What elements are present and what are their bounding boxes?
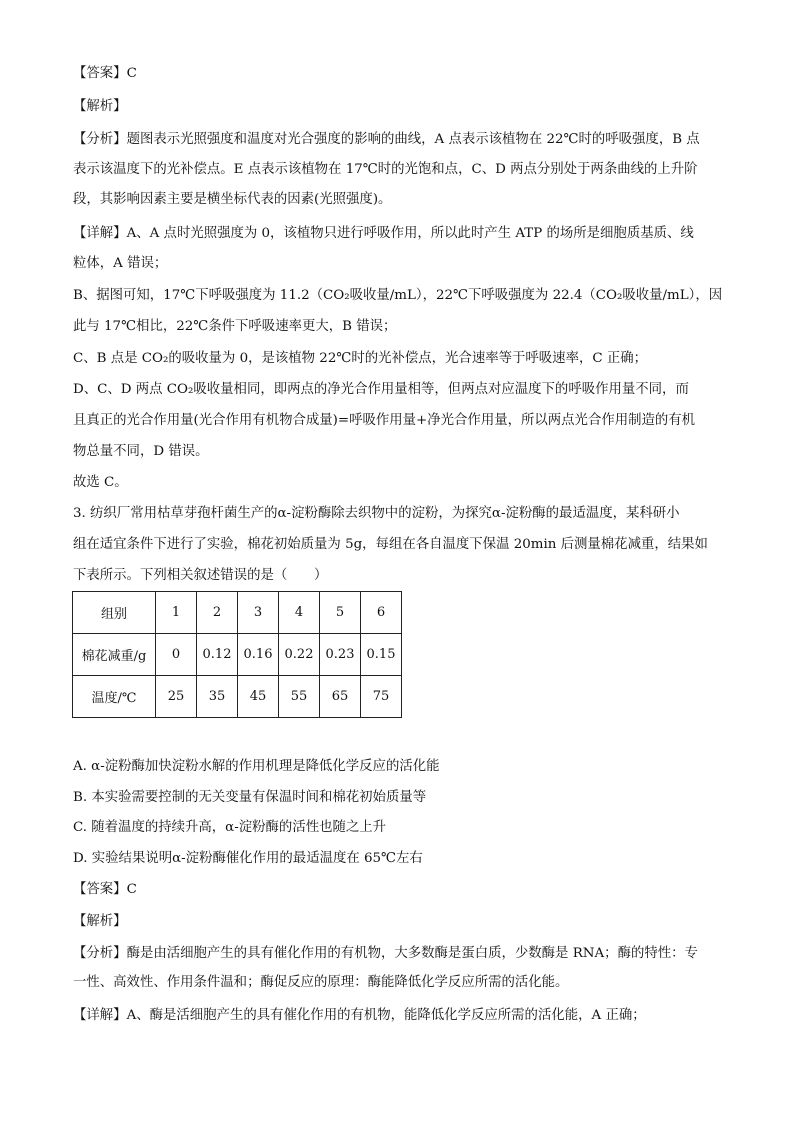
paragraph-line: 【详解】A、酶是活细胞产生的具有催化作用的有机物，能降低化学反应所需的活化能，A 正确； <box>73 1008 646 1023</box>
conclusion-line: 故选 C。 <box>73 475 128 490</box>
table-cell: 3 <box>238 592 279 634</box>
table-cell: 1 <box>156 592 197 634</box>
section-tag: 【详解】 <box>73 226 127 241</box>
question-stem: 下表所示。下列相关叙述错误的是（ ） <box>73 568 328 583</box>
paragraph-line: 一性、高效性、作用条件温和；酶促反应的原理：酶能降低化学反应所需的活化能。 <box>73 975 569 990</box>
table-cell: 25 <box>156 676 197 718</box>
answer-value: C <box>126 66 137 81</box>
table-cell: 45 <box>238 676 279 718</box>
option-b: B. 本实验需要控制的无关变量有保温时间和棉花初始质量等 <box>73 790 427 805</box>
section-tag: 【详解】 <box>73 1008 127 1023</box>
paragraph-line: 此与 17℃相比，22℃条件下呼吸速率更大，B 错误； <box>73 319 397 334</box>
section-tag: 【分析】 <box>73 132 127 147</box>
paragraph-line: 【分析】酶是由活细胞产生的具有催化作用的有机物，大多数酶是蛋白质，少数酶是 RNA；酶的特性：专 <box>73 946 698 961</box>
table-cell: 4 <box>279 592 320 634</box>
table-row <box>73 676 402 718</box>
option-d: D. 实验结果说明α-淀粉酶催化作用的最适温度在 65℃左右 <box>73 851 423 866</box>
table-row <box>73 592 402 634</box>
table-cell: 6 <box>361 592 402 634</box>
question-stem: 组在适宜条件下进行了实验，棉花初始质量为 5g，每组在各自温度下保温 20min 后测量棉花减重，结果如 <box>73 537 708 552</box>
table-cell: 0.16 <box>238 634 279 676</box>
paragraph-line: 物总量不同，D 错误。 <box>73 444 209 459</box>
table-cell: 0 <box>156 634 197 676</box>
table-cell: 0.12 <box>197 634 238 676</box>
answer-tag: 【答案】 <box>73 66 127 81</box>
answer-value: C <box>126 882 137 897</box>
table-cell: 5 <box>320 592 361 634</box>
paragraph-line: 粒体，A 错误； <box>73 256 168 271</box>
table-cell: 0.23 <box>320 634 361 676</box>
table-cell: 55 <box>279 676 320 718</box>
paragraph-line: B、据图可知，17℃下呼吸强度为 11.2（CO₂吸收量/mL），22℃下呼吸强度为 22.4（CO₂吸收量/mL），因 <box>73 288 723 303</box>
option-a: A. α-淀粉酶加快淀粉水解的作用机理是降低化学反应的活化能 <box>73 759 440 774</box>
row-header: 组别 <box>73 592 156 634</box>
table-cell: 2 <box>197 592 238 634</box>
table-row <box>73 634 402 676</box>
paragraph-line: 且真正的光合作用量(光合作用有机物合成量)=呼吸作用量+净光合作用量，所以两点光合作用制造的有机 <box>73 413 696 428</box>
answer-line <box>73 64 137 84</box>
results-table <box>72 591 402 718</box>
paragraph-line: 【详解】A、A 点时光照强度为 0，该植物只进行呼吸作用，所以此时产生 ATP 的场所是细胞质基质、线 <box>73 226 694 241</box>
paragraph-line: 表示该温度下的光补偿点。E 点表示该植物在 17℃时的光饱和点，C、D 两点分别处于两条曲线的上升阶 <box>73 162 698 177</box>
answer-tag: 【答案】 <box>73 882 127 897</box>
table-cell: 65 <box>320 676 361 718</box>
table-cell: 0.22 <box>279 634 320 676</box>
table-cell: 0.15 <box>361 634 402 676</box>
paragraph-line: C、B 点是 CO₂的吸收量为 0，是该植物 22℃时的光补偿点，光合速率等于呼吸速率，C 正确； <box>73 351 648 366</box>
table-cell: 75 <box>361 676 402 718</box>
analysis-heading: 【解析】 <box>73 914 127 929</box>
row-header: 温度/℃ <box>73 676 156 718</box>
option-c: C. 随着温度的持续升高，α-淀粉酶的活性也随之上升 <box>73 820 387 835</box>
paragraph-line: 段，其影响因素主要是横坐标代表的因素(光照强度)。 <box>73 192 392 207</box>
section-tag: 【分析】 <box>73 946 127 961</box>
question-stem: 3. 纺织厂常用枯草芽孢杆菌生产的α-淀粉酶除去织物中的淀粉，为探究α-淀粉酶的最适温度，某科研小 <box>73 506 680 521</box>
paragraph-line: 【分析】题图表示光照强度和温度对光合强度的影响的曲线，A 点表示该植物在 22℃时的呼吸强度，B 点 <box>73 132 700 147</box>
answer-line <box>73 880 137 900</box>
table-cell: 35 <box>197 676 238 718</box>
analysis-heading: 【解析】 <box>73 99 127 114</box>
row-header: 棉花减重/g <box>73 634 156 676</box>
paragraph-line: D、C、D 两点 CO₂吸收量相同，即两点的净光合作用量相等，但两点对应温度下的呼吸作用量不同，而 <box>73 382 689 397</box>
